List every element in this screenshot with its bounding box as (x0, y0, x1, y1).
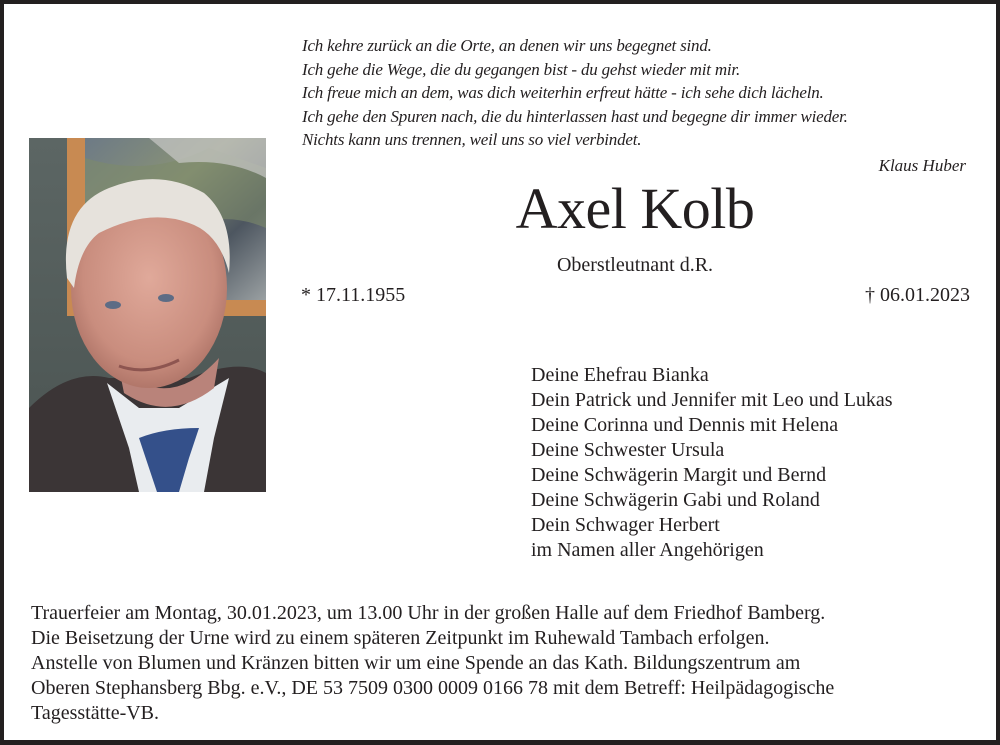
mourners-list (531, 363, 893, 563)
deceased-name: Axel Kolb (515, 176, 755, 241)
poem (302, 34, 848, 152)
mourner: Deine Schwägerin Margit und Bernd (531, 464, 827, 486)
poem-line: Ich freue mich an dem, was dich weiterhin erfreut hätte - ich sehe dich lächeln. (302, 83, 824, 102)
obituary-page (4, 4, 996, 740)
mourner: Deine Ehefrau Bianka (531, 364, 709, 386)
mourner: Deine Schwägerin Gabi und Roland (531, 489, 820, 511)
notice-line: Die Beisetzung der Urne wird zu einem späteren Zeitpunkt im Ruhewald Tambach erfolgen. (31, 627, 770, 649)
notice-line: Oberen Stephansberg Bbg. e.V., DE 53 7509 0300 0009 0166 78 mit dem Betreff: Heilpädagogische (31, 677, 835, 699)
deceased-rank: Oberstleutnant d.R. (556, 254, 714, 276)
notice-line: Trauerfeier am Montag, 30.01.2023, um 13.00 Uhr in der großen Halle auf dem Friedhof Bamberg. (31, 602, 826, 624)
death-date: † 06.01.2023 (865, 284, 970, 306)
poem-author: Klaus Huber (878, 156, 966, 175)
mourner: im Namen aller Angehörigen (531, 539, 764, 561)
poem-line: Ich kehre zurück an die Orte, an denen wir uns begegnet sind. (302, 36, 712, 55)
mourner: Deine Corinna und Dennis mit Helena (531, 414, 839, 436)
portrait-photo (29, 138, 266, 492)
poem-line: Nichts kann uns trennen, weil uns so viel verbindet. (302, 130, 642, 149)
notice-line: Tagesstätte-VB. (31, 702, 160, 724)
funeral-notice (31, 601, 981, 726)
mourner: Dein Patrick und Jennifer mit Leo und Lukas (531, 389, 893, 411)
mourner: Deine Schwester Ursula (531, 439, 725, 461)
mourner: Dein Schwager Herbert (531, 514, 720, 536)
poem-line: Ich gehe den Spuren nach, die du hinterlassen hast und begegne dir immer wieder. (302, 106, 848, 126)
poem-line: Ich gehe die Wege, die du gegangen bist - du gehst wieder mit mir. (302, 59, 740, 79)
notice-line: Anstelle von Blumen und Kränzen bitten wir um eine Spende an das Kath. Bildungszentrum am (31, 652, 801, 674)
birth-date: * 17.11.1955 (301, 284, 406, 306)
